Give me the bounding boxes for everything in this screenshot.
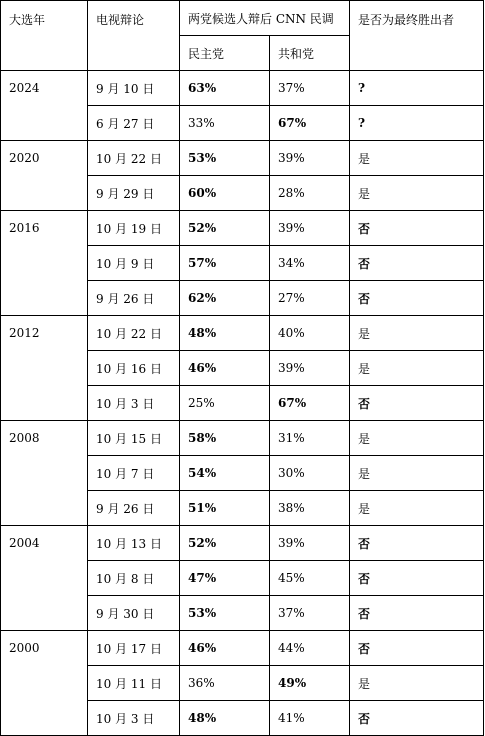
rep-poll-cell: 28% (270, 176, 350, 211)
winner-cell: 否 (350, 561, 484, 596)
debate-date-cell: 9 月 26 日 (88, 281, 180, 316)
winner-cell: 否 (350, 211, 484, 246)
rep-poll-cell: 27% (270, 281, 350, 316)
winner-cell: 是 (350, 176, 484, 211)
rep-poll-cell: 41% (270, 701, 350, 736)
header-winner: 是否为最终胜出者 (350, 1, 484, 71)
debate-date-cell: 6 月 27 日 (88, 106, 180, 141)
winner-cell: 是 (350, 491, 484, 526)
header-poll: 两党候选人辩后 CNN 民调 (180, 1, 350, 36)
dem-poll-cell: 46% (180, 631, 270, 666)
rep-poll-cell: 34% (270, 246, 350, 281)
debate-date-cell: 10 月 9 日 (88, 246, 180, 281)
rep-poll-cell: 39% (270, 526, 350, 561)
table-row (1, 421, 484, 456)
table-row (1, 316, 484, 351)
debate-date-cell: 10 月 15 日 (88, 421, 180, 456)
winner-cell: 是 (350, 141, 484, 176)
debate-date-cell: 9 月 30 日 (88, 596, 180, 631)
dem-poll-cell: 53% (180, 596, 270, 631)
rep-poll-cell: 67% (270, 386, 350, 421)
dem-poll-cell: 47% (180, 561, 270, 596)
rep-poll-cell: 31% (270, 421, 350, 456)
winner-cell: 否 (350, 701, 484, 736)
rep-poll-cell: 39% (270, 211, 350, 246)
table-row (1, 211, 484, 246)
debate-date-cell: 10 月 19 日 (88, 211, 180, 246)
debate-date-cell: 10 月 13 日 (88, 526, 180, 561)
header-year: 大选年 (1, 1, 88, 71)
debate-date-cell: 10 月 17 日 (88, 631, 180, 666)
winner-cell: 否 (350, 596, 484, 631)
dem-poll-cell: 60% (180, 176, 270, 211)
header-row (1, 1, 484, 36)
winner-cell: 是 (350, 666, 484, 701)
year-cell: 2004 (1, 526, 88, 631)
header-dem: 民主党 (180, 36, 270, 71)
debate-date-cell: 9 月 29 日 (88, 176, 180, 211)
year-cell: 2000 (1, 631, 88, 736)
debate-date-cell: 10 月 11 日 (88, 666, 180, 701)
rep-poll-cell: 30% (270, 456, 350, 491)
dem-poll-cell: 25% (180, 386, 270, 421)
rep-poll-cell: 45% (270, 561, 350, 596)
dem-poll-cell: 52% (180, 526, 270, 561)
winner-cell: 是 (350, 456, 484, 491)
table-row (1, 526, 484, 561)
debate-date-cell: 10 月 3 日 (88, 386, 180, 421)
debate-date-cell: 10 月 22 日 (88, 316, 180, 351)
winner-cell: 否 (350, 281, 484, 316)
winner-cell: 否 (350, 526, 484, 561)
dem-poll-cell: 53% (180, 141, 270, 176)
dem-poll-cell: 51% (180, 491, 270, 526)
dem-poll-cell: 58% (180, 421, 270, 456)
dem-poll-cell: 63% (180, 71, 270, 106)
debate-date-cell: 10 月 7 日 (88, 456, 180, 491)
winner-cell: 否 (350, 246, 484, 281)
rep-poll-cell: 37% (270, 71, 350, 106)
winner-cell: 是 (350, 421, 484, 456)
dem-poll-cell: 62% (180, 281, 270, 316)
debate-date-cell: 10 月 8 日 (88, 561, 180, 596)
rep-poll-cell: 67% (270, 106, 350, 141)
rep-poll-cell: 40% (270, 316, 350, 351)
header-debate: 电视辩论 (88, 1, 180, 71)
rep-poll-cell: 49% (270, 666, 350, 701)
winner-cell: 否 (350, 631, 484, 666)
year-cell: 2020 (1, 141, 88, 211)
winner-cell: 是 (350, 316, 484, 351)
header-rep: 共和党 (270, 36, 350, 71)
rep-poll-cell: 44% (270, 631, 350, 666)
year-cell: 2024 (1, 71, 88, 141)
debate-date-cell: 10 月 3 日 (88, 701, 180, 736)
debate-date-cell: 10 月 22 日 (88, 141, 180, 176)
rep-poll-cell: 39% (270, 351, 350, 386)
table-row (1, 141, 484, 176)
winner-cell: ? (350, 71, 484, 106)
dem-poll-cell: 33% (180, 106, 270, 141)
debate-date-cell: 10 月 16 日 (88, 351, 180, 386)
dem-poll-cell: 46% (180, 351, 270, 386)
year-cell: 2016 (1, 211, 88, 316)
winner-cell: 否 (350, 386, 484, 421)
year-cell: 2008 (1, 421, 88, 526)
dem-poll-cell: 52% (180, 211, 270, 246)
winner-cell: 是 (350, 351, 484, 386)
dem-poll-cell: 48% (180, 701, 270, 736)
dem-poll-cell: 48% (180, 316, 270, 351)
debate-date-cell: 9 月 26 日 (88, 491, 180, 526)
table-row (1, 631, 484, 666)
rep-poll-cell: 39% (270, 141, 350, 176)
year-cell: 2012 (1, 316, 88, 421)
debate-date-cell: 9 月 10 日 (88, 71, 180, 106)
dem-poll-cell: 54% (180, 456, 270, 491)
rep-poll-cell: 38% (270, 491, 350, 526)
winner-cell: ? (350, 106, 484, 141)
dem-poll-cell: 57% (180, 246, 270, 281)
dem-poll-cell: 36% (180, 666, 270, 701)
rep-poll-cell: 37% (270, 596, 350, 631)
table-row (1, 71, 484, 106)
